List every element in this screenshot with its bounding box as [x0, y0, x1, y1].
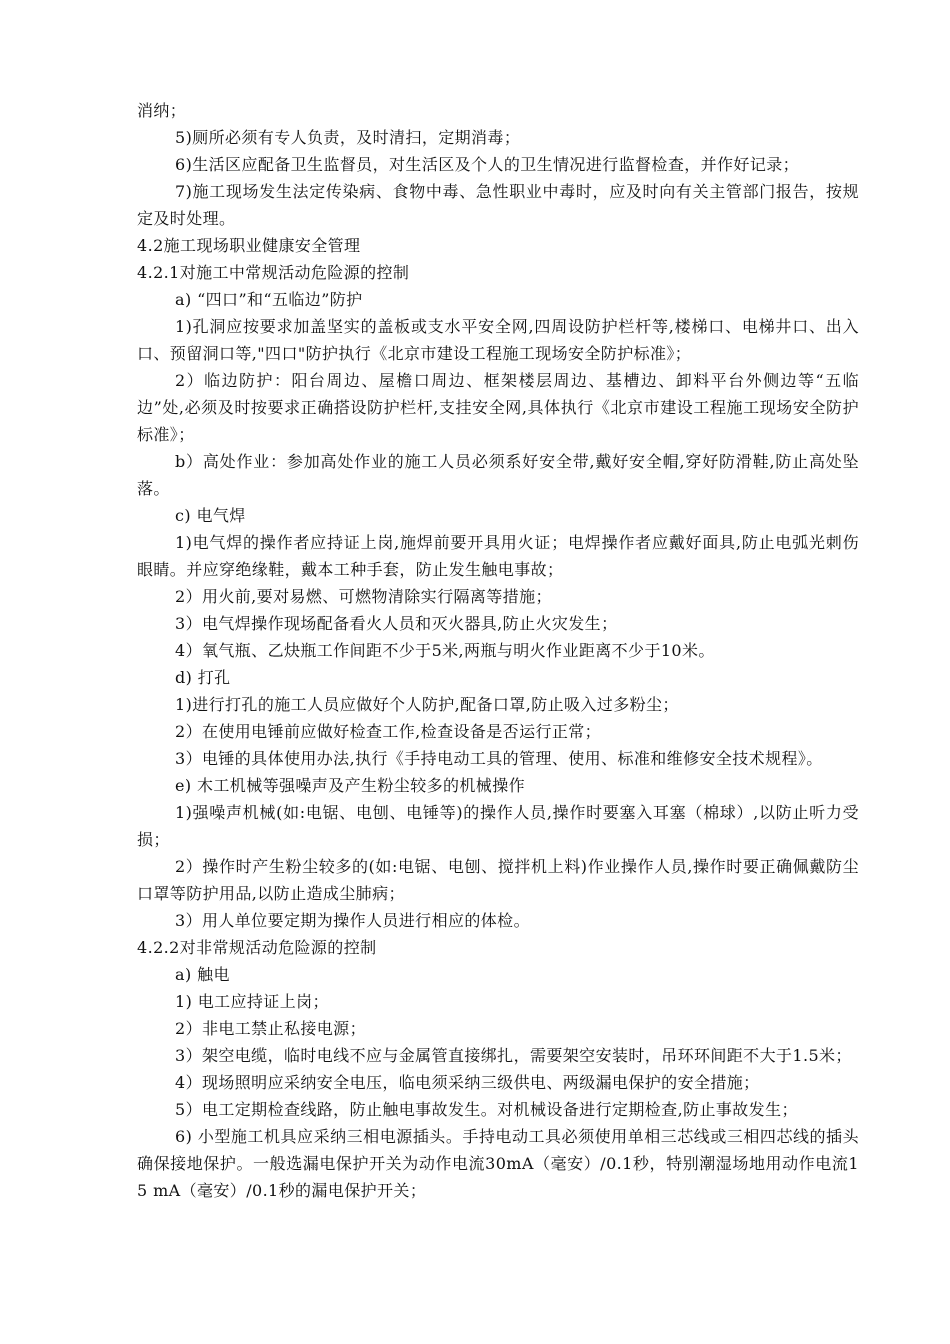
paragraph-0: 消纳；: [137, 101, 187, 120]
paragraph-11: 1)电气焊的操作者应持证上岗,施焊前要开具用火证；电焊操作者应戴好面具,防止电弧光刺伤眼睛。并应穿绝缘鞋，戴本工种手套，防止发生触电事故；: [137, 533, 859, 579]
section-heading-4-2-2: 4.2.2对非常规活动危险源的控制: [137, 938, 377, 957]
section-heading-4-2-1: 4.2.1对施工中常规活动危险源的控制: [137, 263, 410, 282]
paragraph-3: 7)施工现场发生法定传染病、食物中毒、急性职业中毒时，应及时向有关主管部门报告，按规定及时处理。: [137, 182, 859, 228]
paragraph-8: 2）临边防护：阳台周边、屋檐口周边、框架楼层周边、基槽边、卸料平台外侧边等“五临边”处,必须及时按要求正确搭设防护栏杆,支挂安全网,具体执行《北京市建设工程施工现场安全防护标准》；: [137, 371, 859, 444]
paragraph-14: 4）氧气瓶、乙炔瓶工作间距不少于5米,两瓶与明火作业距离不少于10米。: [175, 641, 715, 660]
paragraph-19: e) 木工机械等强噪声及产生粉尘较多的机械操作: [175, 776, 525, 795]
paragraph-27: 3）架空电缆，临时电线不应与金属管直接绑扎，需要架空安装时，吊环环间距不大于1.5米；: [175, 1046, 852, 1065]
paragraph-24: a) 触电: [175, 965, 230, 984]
paragraph-26: 2）非电工禁止私接电源；: [175, 1019, 366, 1038]
paragraph-25: 1) 电工应持证上岗；: [175, 992, 329, 1011]
paragraph-12: 2）用火前,要对易燃、可燃物清除实行隔离等措施；: [175, 587, 552, 606]
paragraph-2: 6)生活区应配备卫生监督员，对生活区及个人的卫生情况进行监督检查，并作好记录；: [175, 155, 800, 174]
paragraph-7: 1)孔洞应按要求加盖坚实的盖板或支水平安全网,四周设防护栏杆等,楼梯口、电梯井口、出入口、预留洞口等,"四口"防护执行《北京市建设工程施工现场安全防护标准》；: [137, 317, 859, 363]
paragraph-6: a) “四口”和“五临边”防护: [175, 290, 363, 309]
paragraph-18: 3）电锤的具体使用办法,执行《手持电动工具的管理、使用、标准和维修安全技术规程》。: [175, 749, 823, 768]
paragraph-30: 6) 小型施工机具应采纳三相电源插头。手持电动工具必须使用单相三芯线或三相四芯线的插头确保接地保护。一般选漏电保护开关为动作电流30mA（毫安）/0.1秒，特别潮湿场地用动作电流15 mA（毫安）/0.1秒的漏电保护开关；: [137, 1127, 859, 1200]
paragraph-28: 4）现场照明应采纳安全电压，临电须采纳三级供电、两级漏电保护的安全措施；: [175, 1073, 760, 1092]
paragraph-21: 2）操作时产生粉尘较多的(如:电锯、电刨、搅拌机上料)作业操作人员,操作时要正确佩戴防尘口罩等防护用品,以防止造成尘肺病；: [137, 857, 859, 903]
paragraph-16: 1)进行打孔的施工人员应做好个人防护,配备口罩,防止吸入过多粉尘；: [175, 695, 679, 714]
paragraph-22: 3）用人单位要定期为操作人员进行相应的体检。: [175, 911, 530, 930]
section-heading-4-2: 4.2施工现场职业健康安全管理: [137, 236, 361, 255]
paragraph-9: b）高处作业：参加高处作业的施工人员必须系好安全带,戴好安全帽,穿好防滑鞋,防止高处坠落。: [137, 452, 859, 498]
paragraph-13: 3）电气焊操作现场配备看火人员和灭火器具,防止火灾发生；: [175, 614, 618, 633]
paragraph-10: c) 电气焊: [175, 506, 246, 525]
paragraph-1: 5)厕所必须有专人负责，及时清扫，定期消毒；: [175, 128, 521, 147]
paragraph-29: 5）电工定期检查线路，防止触电事故发生。对机械设备进行定期检查,防止事故发生；: [175, 1100, 798, 1119]
paragraph-17: 2）在使用电锤前应做好检查工作,检查设备是否运行正常；: [175, 722, 602, 741]
paragraph-20: 1)强噪声机械(如:电锯、电刨、电锤等)的操作人员,操作时要塞入耳塞（棉球）,以防止听力受损；: [137, 803, 859, 849]
document-page: [137, 97, 859, 1204]
paragraph-15: d) 打孔: [175, 668, 231, 687]
